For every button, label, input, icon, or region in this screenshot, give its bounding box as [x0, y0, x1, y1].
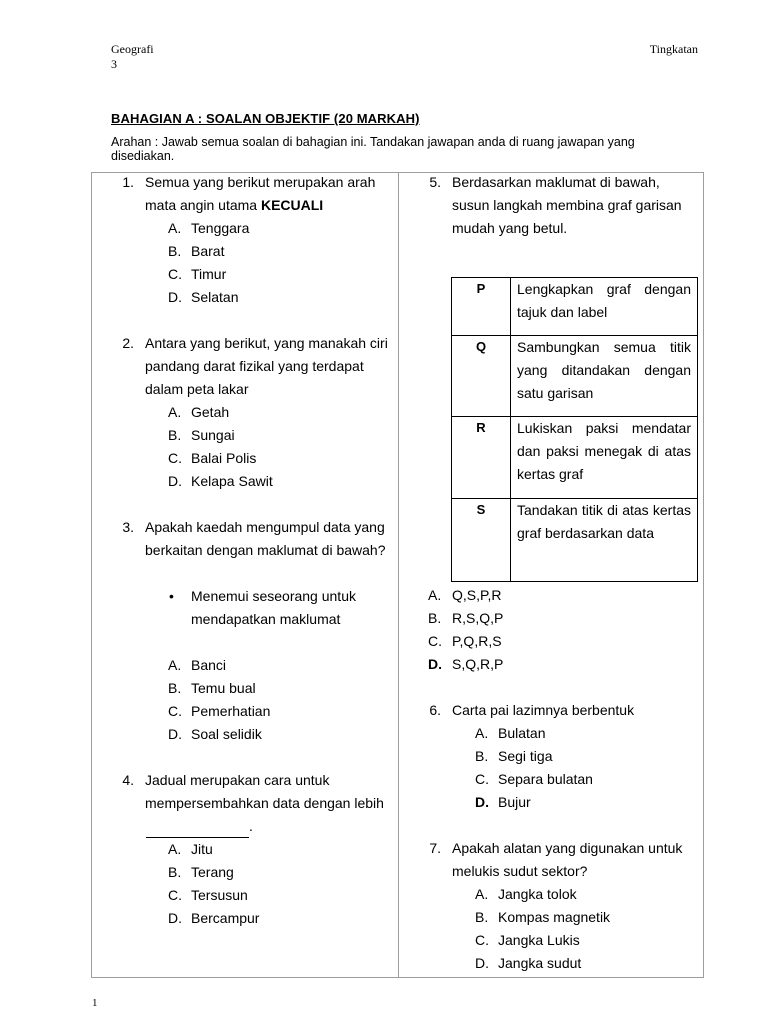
question-text: Apakah alatan yang digunakan untuk — [452, 840, 683, 856]
question-6 — [420, 699, 700, 814]
subject-label: Geografi — [111, 42, 154, 56]
option-b[interactable]: B. Kompas magnetik — [475, 909, 611, 925]
option-c[interactable]: C. Separa bulatan — [475, 771, 593, 787]
question-1 — [113, 171, 393, 309]
option-b[interactable]: B. R,S,Q,P — [428, 610, 504, 626]
question-number: 1. — [122, 174, 134, 190]
left-column — [113, 171, 393, 930]
bullet-icon: • — [169, 588, 174, 604]
step-text: Lengkapkan graf dengan tajuk dan label — [511, 278, 698, 336]
step-code: S — [452, 499, 511, 582]
option-c[interactable]: C. Balai Polis — [168, 450, 257, 466]
question-text: dalam peta lakar — [145, 381, 249, 397]
question-7 — [420, 837, 700, 975]
option-a[interactable]: A. Banci — [168, 657, 227, 673]
option-d[interactable]: D. Soal selidik — [168, 726, 262, 742]
question-text: Jadual merupakan cara untuk — [145, 772, 330, 788]
right-column — [420, 171, 700, 975]
question-text: Apakah kaedah mengumpul data yang — [145, 519, 385, 535]
step-code: Q — [452, 336, 511, 417]
option-b[interactable]: B. Terang — [168, 864, 234, 880]
option-d[interactable]: D. Kelapa Sawit — [168, 473, 273, 489]
question-text: melukis sudut sektor? — [452, 863, 588, 879]
option-d[interactable]: D. Selatan — [168, 289, 239, 305]
option-a[interactable]: A. Q,S,P,R — [428, 587, 502, 603]
answer-blank — [146, 823, 249, 838]
info-bullet: • Menemui seseorang untuk mendapatkan maklumat — [113, 585, 393, 631]
option-d[interactable]: D. Jangka sudut — [475, 955, 582, 971]
step-text: Lukiskan paksi mendatar dan paksi menegak di atas kertas graf — [511, 417, 698, 499]
question-text: Semua yang berikut merupakan arah — [145, 174, 376, 190]
question-number: 7. — [429, 840, 441, 856]
steps-table — [451, 277, 698, 582]
question-number: 2. — [122, 335, 134, 351]
option-a[interactable]: A. Jangka tolok — [475, 886, 577, 902]
question-text: mempersembahkan data dengan lebih — [145, 795, 384, 811]
option-c[interactable]: C. Timur — [168, 266, 227, 282]
question-3 — [113, 516, 393, 746]
question-text: Berdasarkan maklumat di bawah, — [452, 174, 660, 190]
column-divider — [398, 172, 399, 978]
instructions-line-2: disediakan. — [111, 149, 175, 163]
step-text: Sambungkan semua titik yang ditandakan dengan satu garisan — [511, 336, 698, 417]
form-number: 3 — [111, 57, 117, 71]
question-text: susun langkah membina graf garisan — [452, 197, 682, 213]
option-c[interactable]: C. P,Q,R,S — [428, 633, 502, 649]
question-5 — [420, 171, 700, 676]
question-keyword: KECUALI — [260, 197, 324, 213]
question-number: 4. — [122, 772, 134, 788]
question-number: 5. — [429, 174, 441, 190]
table-row — [452, 499, 698, 582]
question-number: 6. — [429, 702, 441, 718]
page-number: 1 — [92, 997, 98, 1009]
option-d[interactable]: D. S,Q,R,P — [428, 656, 504, 672]
option-a[interactable]: A. Getah — [168, 404, 230, 420]
option-c[interactable]: C. Pemerhatian — [168, 703, 271, 719]
option-c[interactable]: C. Jangka Lukis — [475, 932, 580, 948]
instructions — [111, 135, 671, 163]
question-text: pandang darat fizikal yang terdapat — [145, 358, 364, 374]
question-number: 3. — [122, 519, 134, 535]
question-text: mudah yang betul. — [452, 220, 568, 236]
table-row — [452, 278, 698, 336]
option-a[interactable]: A. Bulatan — [475, 725, 546, 741]
option-a[interactable]: A. Jitu — [168, 841, 213, 857]
instructions-line-1: Arahan : Jawab semua soalan di bahagian ini. Tandakan jawapan anda di ruang jawapan yang — [111, 135, 635, 149]
option-b[interactable]: B. Barat — [168, 243, 225, 259]
step-code: P — [452, 278, 511, 336]
option-d[interactable]: D. Bercampur — [168, 910, 260, 926]
question-text: mata angin utama — [145, 197, 261, 213]
question-2 — [113, 332, 393, 493]
header-subject — [111, 42, 154, 72]
question-text: berkaitan dengan maklumat di bawah? — [145, 542, 386, 558]
question-text: Antara yang berikut, yang manakah ciri — [145, 335, 388, 351]
option-d[interactable]: D. Bujur — [475, 794, 531, 810]
question-4: 4. Jadual merupakan cara untuk mempersembahkan data dengan lebih . A. Jitu B. Terang C. Tersusun D. Bercampur — [113, 769, 393, 930]
step-text: Tandakan titik di atas kertas graf berdasarkan data — [511, 499, 698, 582]
table-row — [452, 336, 698, 417]
question-text: Carta pai lazimnya berbentuk — [452, 702, 635, 718]
option-b[interactable]: B. Temu bual — [168, 680, 256, 696]
option-b[interactable]: B. Sungai — [168, 427, 235, 443]
option-c[interactable]: C. Tersusun — [168, 887, 248, 903]
step-code: R — [452, 417, 511, 499]
option-b[interactable]: B. Segi tiga — [475, 748, 553, 764]
table-row — [452, 417, 698, 499]
option-a[interactable]: A. Tenggara — [168, 220, 250, 236]
section-title: BAHAGIAN A : SOALAN OBJEKTIF (20 MARKAH) — [111, 111, 420, 126]
form-label: Tingkatan — [649, 42, 698, 56]
